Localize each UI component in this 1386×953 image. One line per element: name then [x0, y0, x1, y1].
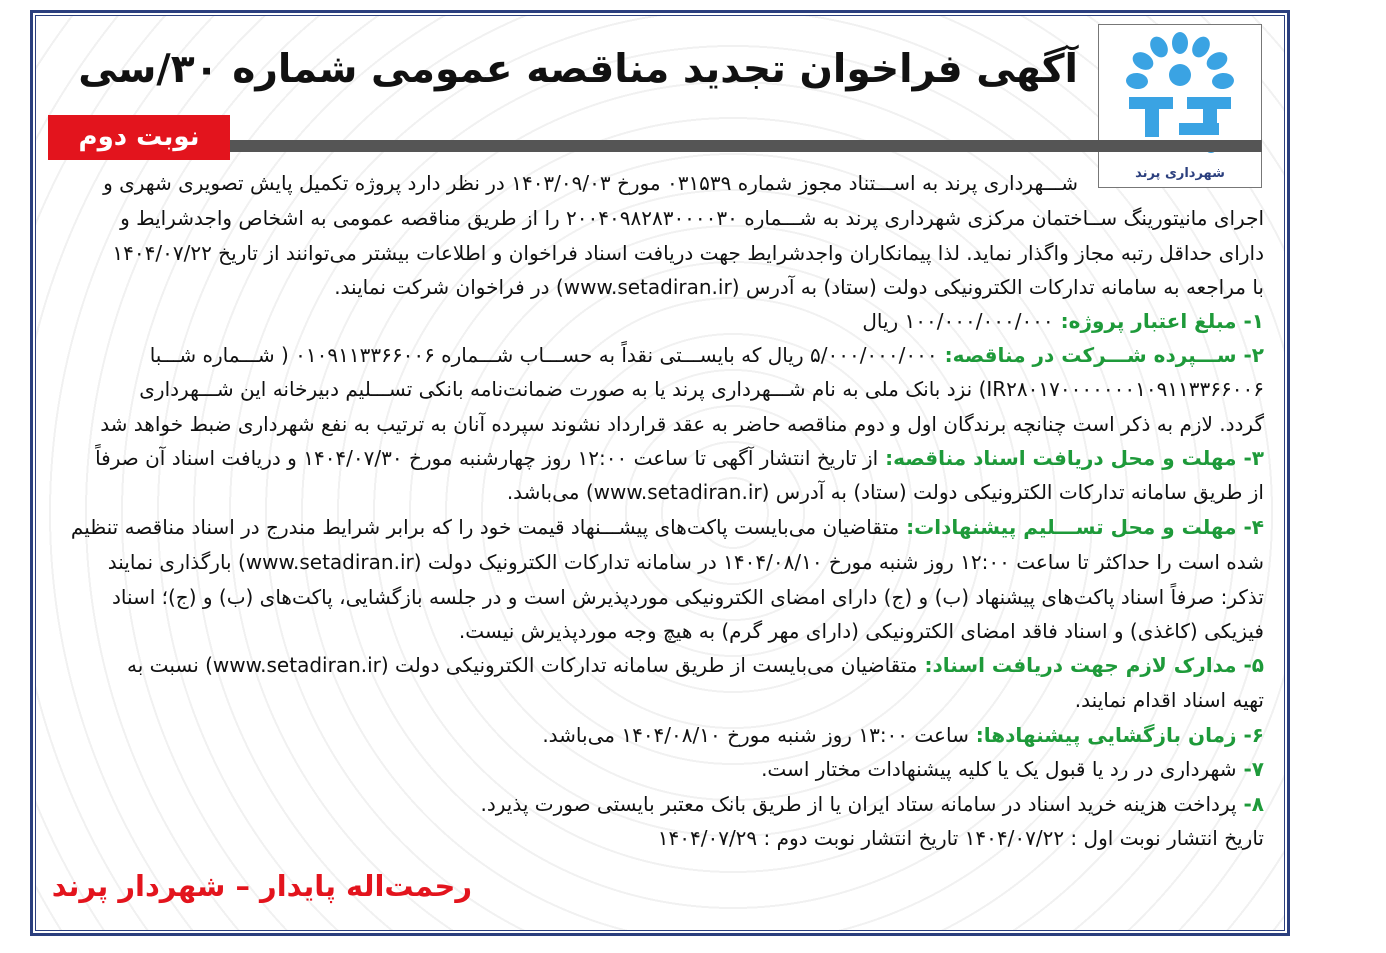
- notice-line: [51, 510, 1264, 544]
- notice-line: [51, 441, 1264, 475]
- section-text: شـــهرداری پرند به اســـتناد مجوز شماره ۰۳۱۵۳۹ مورخ ۱۴۰۳/۰۹/۰۳ در نظر دارد پروژه تکمیل پایش تصویری شهری و: [103, 171, 1078, 195]
- notice-line: [51, 236, 1264, 270]
- notice-line: [51, 372, 1264, 406]
- section-text: متقاضیان می‌بایست پاکت‌های پیشـــنهاد قیمت خود را که برابر شرایط مندرج در اسناد مناقصه تنظیم: [70, 515, 900, 539]
- section-label: ۵- مدارک لازم جهت دریافت اسناد:: [917, 653, 1264, 677]
- section-label: ۴- مهلت و محل تســـلیم پیشنهادات:: [899, 515, 1264, 539]
- section-text: تاریخ انتشار نوبت اول : ۱۴۰۴/۰۷/۲۲ تاریخ انتشار نوبت دوم : ۱۴۰۴/۰۷/۲۹: [657, 826, 1264, 850]
- notice-line: [51, 407, 1264, 441]
- line-content: [334, 270, 1264, 304]
- section-text: ۵/۰۰۰/۰۰۰/۰۰۰ ریال که بایســـتی نقداً به حســـاب شـــماره ۰۱۰۹۱۱۳۳۶۶۰۰۶ ( شـــماره شـــبا: [149, 343, 938, 367]
- line-content: [139, 372, 1264, 406]
- section-text: اجرای مانیتورینگ ســاختمان مرکزی شهرداری پرند به شـــماره ۲۰۰۴۰۹۸۲۸۳۰۰۰۰۳۰ را از طریق مناقصه عمومی به اشخاص واجدشرایط و: [120, 206, 1264, 230]
- line-content: [100, 407, 1264, 441]
- line-content: [1075, 683, 1264, 717]
- notice-line: [51, 166, 1078, 200]
- notice-line: [51, 580, 1264, 614]
- notice-line: [51, 683, 1264, 717]
- section-label: ۲- ســـپرده شـــرکت در مناقصه:: [937, 343, 1264, 367]
- notice-line: [51, 614, 1264, 648]
- section-label: ۷-: [1236, 757, 1264, 781]
- line-content: [507, 475, 1264, 509]
- line-content: [862, 304, 1264, 338]
- section-text: ساعت ۱۳:۰۰ روز شنبه مورخ ۱۴۰۴/۰۸/۱۰ می‌باشد.: [542, 723, 969, 747]
- line-content: [542, 718, 1264, 752]
- line-content: [150, 338, 1264, 372]
- line-content: [103, 166, 1078, 200]
- section-text: دارای حداقل رتبه مجاز واگذار نماید. لذا پیمانکاران واجدشرایط جهت دریافت اسناد فراخوان و اطلاعات بیشتر می‌توانند از تاریخ ۱۴۰۴/۰۷/۲۲: [112, 241, 1264, 265]
- section-text: تذکر: صرفاً اسناد پاکت‌های پیشنهاد (ب) و (ج) دارای امضای الکترونیکی موردپذیرش است و در جلسه بازگشایی، پاکت‌های (ب) و (ج)؛ اسناد: [111, 585, 1264, 609]
- section-text: ۱۰۰/۰۰۰/۰۰۰/۰۰۰ ریال: [862, 309, 1054, 333]
- notice-line: [51, 752, 1264, 786]
- line-content: [95, 441, 1264, 475]
- section-text: تهیه اسناد اقدام نمایند.: [1074, 688, 1264, 712]
- notice-line: [51, 270, 1264, 304]
- section-label: ۶- زمان بازگشایی پیشنهادها:: [968, 723, 1264, 747]
- section-text: از تاریخ انتشار آگهی تا ساعت ۱۲:۰۰ روز چهارشنبه مورخ ۱۴۰۴/۰۷/۳۰ و دریافت اسناد آن صرفاً: [95, 446, 879, 470]
- notice-line: [51, 545, 1264, 579]
- notice-line: [51, 787, 1264, 821]
- section-label: ۱- مبلغ اعتبار پروژه:: [1053, 309, 1264, 333]
- section-text: گردد. لازم به ذکر است چنانچه برندگان اول و دوم مناقصه حاضر به عقد قرارداد نشوند سپرده آنان به ترتیب به نفع شهرداری ضبط خواهد شد: [100, 412, 1264, 436]
- section-label: ۳- مهلت و محل دریافت اسناد مناقصه:: [878, 446, 1264, 470]
- section-text: با مراجعه به سامانه تدارکات الکترونیکی دولت (ستاد) به آدرس (www.setadiran.ir) در فراخوان شرکت نمایند.: [334, 275, 1264, 299]
- notice-line: [51, 648, 1264, 682]
- line-content: [658, 821, 1264, 855]
- edition-badge: نوبت دوم: [48, 115, 230, 160]
- title-divider: [228, 140, 1262, 152]
- signature: رحمت‌اله پایدار – شهردار پرند: [51, 869, 472, 903]
- line-content: [108, 545, 1264, 579]
- line-content: [761, 752, 1264, 786]
- municipality-logo: [1098, 24, 1262, 188]
- section-text: شهرداری در رد یا قبول یک یا کلیه پیشنهادات مختار است.: [761, 757, 1237, 781]
- section-text: شده است را حداکثر تا ساعت ۱۲:۰۰ روز شنبه مورخ ۱۴۰۴/۰۸/۱۰ در سامانه تدارکات الکترونیک دولت (www.setadiran.ir) بارگذاری نمایند: [107, 550, 1264, 574]
- line-content: [112, 580, 1264, 614]
- notice-line: [51, 718, 1264, 752]
- line-content: [112, 236, 1264, 270]
- logo-caption: شهرداری پرند: [1135, 166, 1225, 181]
- line-content: [71, 510, 1264, 544]
- section-text: پرداخت هزینه خرید اسناد در سامانه ستاد ایران یا از طریق بانک معتبر بایستی صورت پذیرد.: [480, 792, 1237, 816]
- notice-line: [51, 821, 1264, 855]
- section-label: ۸-: [1236, 792, 1264, 816]
- notice-line: [51, 304, 1264, 338]
- section-text: فیزیکی (کاغذی) و اسناد فاقد امضای الکترونیکی (دارای مهر گرم) به هیچ وجه موردپذیرش نیست.: [458, 619, 1264, 643]
- notice-line: [51, 338, 1264, 372]
- section-text: از طریق سامانه تدارکات الکترونیکی دولت (ستاد) به آدرس (www.setadiran.ir) می‌باشد.: [506, 480, 1264, 504]
- section-text: متقاضیان می‌بایست از طریق سامانه تدارکات الکترونیکی دولت (www.setadiran.ir) نسبت به: [127, 653, 918, 677]
- line-content: [127, 648, 1264, 682]
- line-content: [480, 787, 1264, 821]
- notice-line: [51, 201, 1264, 235]
- notice-title: آگهی فراخوان تجدید مناقصه عمومی شماره ۳۰/سی: [78, 47, 1078, 92]
- line-content: [459, 614, 1264, 648]
- notice-line: [51, 475, 1264, 509]
- section-text: IR۲۸۰۱۷۰۰۰۰۰۰۰۱۰۹۱۱۳۳۶۶۰۰۶) نزد بانک ملی به نام شـــهرداری پرند یا به صورت ضمانت‌نامه بانکی تســـلیم دبیرخانه این شـــهرداری: [139, 377, 1264, 401]
- line-content: [120, 201, 1264, 235]
